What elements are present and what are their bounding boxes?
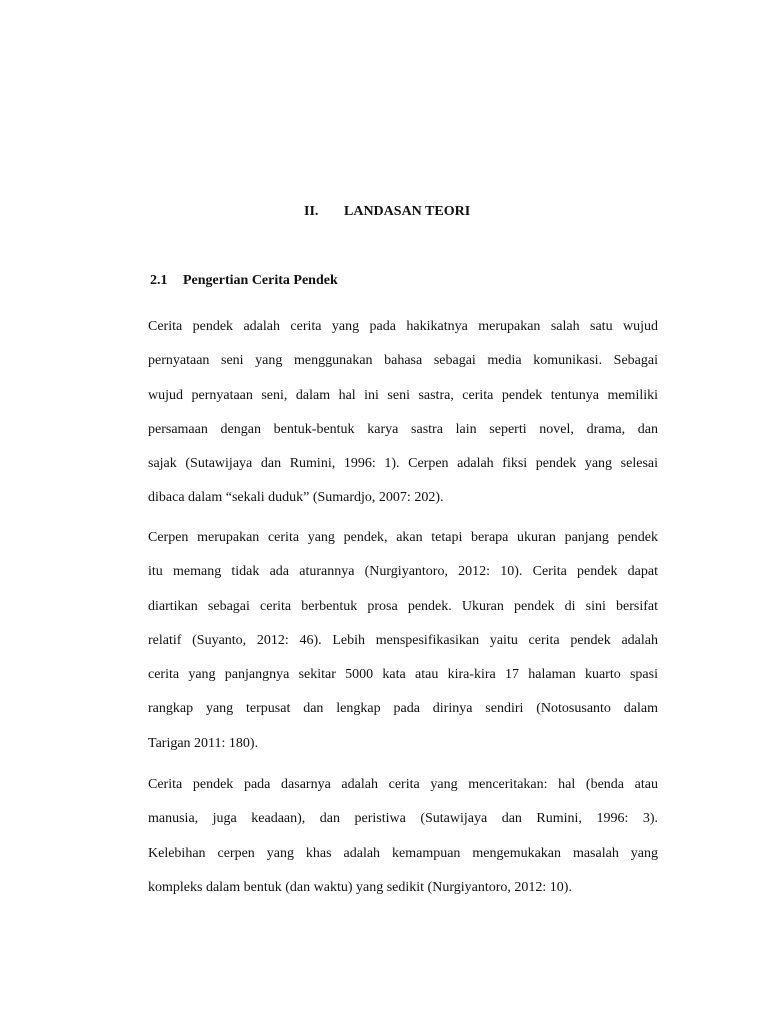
paragraph-line: Cerita pendek pada dasarnya adalah cerita yang menceritakan: hal (benda atau [148, 777, 658, 792]
paragraph-line: itu memang tidak ada aturannya (Nurgiyantoro, 2012: 10). Cerita pendek dapat [148, 564, 658, 580]
paragraph-line: cerita yang panjangnya sekitar 5000 kata atau kira-kira 17 halaman kuarto spasi [148, 667, 658, 683]
paragraph-line: kompleks dalam bentuk (dan waktu) yang sedikit (Nurgiyantoro, 2012: 10). [148, 879, 572, 895]
paragraph-line: pernyataan seni yang menggunakan bahasa sebagai media komunikasi. Sebagai [148, 353, 658, 369]
chapter-heading [304, 204, 470, 220]
section-heading [150, 273, 338, 289]
paragraph-line: Cerita pendek adalah cerita yang pada hakikatnya merupakan salah satu wujud [148, 319, 658, 334]
paragraph-line: dibaca dalam “sekali duduk” (Sumardjo, 2007: 202). [148, 490, 444, 506]
paragraph-line: relatif (Suyanto, 2012: 46). Lebih menspesifikasikan yaitu cerita pendek adalah [148, 632, 658, 648]
section-number: 2.1 [150, 273, 168, 288]
chapter-number: II. [304, 204, 319, 219]
paragraph-line: diartikan sebagai cerita berbentuk prosa pendek. Ukuran pendek di sini bersifat [148, 598, 658, 614]
paragraph-2 [148, 521, 658, 761]
paragraph-line: Tarigan 2011: 180). [148, 735, 259, 751]
paragraph-line: wujud pernyataan seni, dalam hal ini seni sastra, cerita pendek tentunya memiliki [148, 387, 658, 403]
chapter-title: LANDASAN TEORI [344, 204, 471, 219]
paragraph-line: rangkap yang terpusat dan lengkap pada dirinya sendiri (Notosusanto dalam [148, 701, 658, 717]
paragraph-3 [148, 768, 658, 905]
paragraph-line: manusia, juga keadaan), dan peristiwa (Sutawijaya dan Rumini, 1996: 3). [148, 811, 658, 827]
paragraph-1 [148, 310, 658, 516]
paragraph-line: Cerpen merupakan cerita yang pendek, akan tetapi berapa ukuran panjang pendek [148, 530, 658, 545]
paragraph-line: sajak (Sutawijaya dan Rumini, 1996: 1). Cerpen adalah fiksi pendek yang selesai [148, 456, 658, 472]
paragraph-line: persamaan dengan bentuk-bentuk karya sastra lain seperti novel, drama, dan [148, 421, 658, 437]
paragraph-line: Kelebihan cerpen yang khas adalah kemampuan mengemukakan masalah yang [148, 845, 658, 861]
section-title: Pengertian Cerita Pendek [183, 273, 338, 288]
